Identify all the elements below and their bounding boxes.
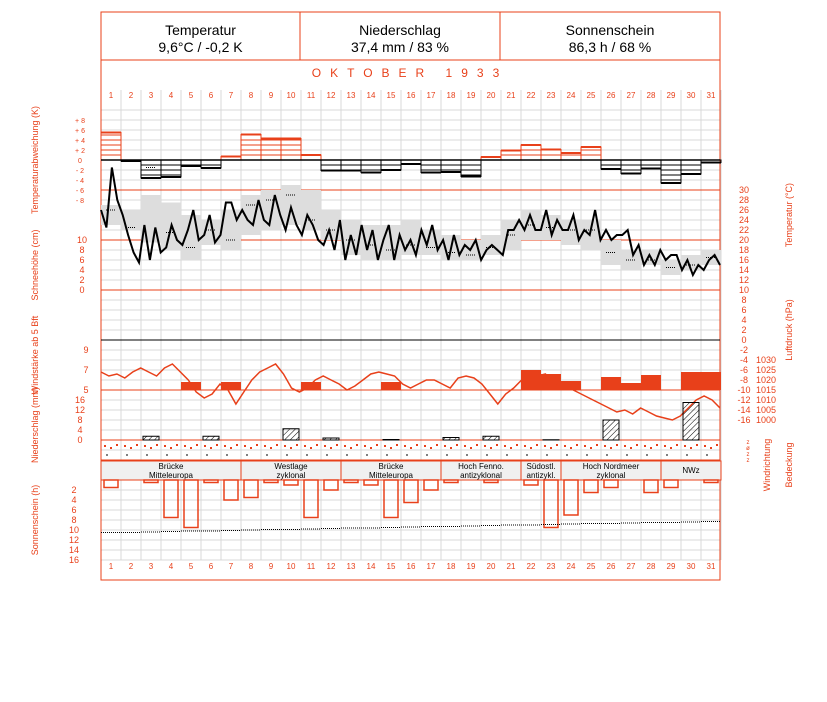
temp-right-tick: -8	[739, 375, 749, 385]
wind-tick: 9	[83, 345, 89, 355]
sunshine-bar	[604, 480, 618, 488]
day-label-top: 6	[208, 91, 214, 100]
day-label-bottom: 21	[506, 562, 516, 571]
day-label-bottom: 7	[228, 562, 234, 571]
temp-right-tick: 20	[738, 235, 750, 245]
precip-bar	[383, 440, 399, 441]
temp-right-tick: 10	[738, 285, 750, 295]
header-sunshine-value: 86,3 h / 68 %	[568, 39, 652, 55]
anomaly-tick: + 4	[75, 138, 85, 145]
anomaly-bar	[361, 160, 381, 173]
day-label-bottom: 24	[566, 562, 576, 571]
temp-right-tick: 0	[741, 335, 747, 345]
temp-right-tick: 8	[741, 295, 747, 305]
wind-legend-mark: z	[746, 440, 750, 446]
temp-right-tick: 26	[738, 205, 750, 215]
snow-tick: 4	[79, 265, 85, 275]
sunshine-bar	[384, 480, 398, 518]
temp-right-tick: 18	[738, 245, 750, 255]
wind-bar	[681, 372, 701, 390]
header-temperature-value: 9,6°C / -0,2 K	[158, 39, 243, 55]
day-label-top: 30	[686, 91, 696, 100]
anomaly-bar	[461, 160, 481, 177]
pressure-tick: 1020	[756, 375, 777, 385]
temp-right-tick: -12	[737, 395, 751, 405]
wind-bar	[701, 372, 721, 390]
day-label-bottom: 16	[406, 562, 416, 571]
precip-bar	[323, 438, 339, 440]
temp-right-tick: -6	[739, 365, 749, 375]
sunshine-axis-label: Sonnenschein (h)	[30, 484, 40, 556]
temp-axis-label: Temperatur (°C)	[784, 182, 794, 248]
day-label-top: 21	[506, 91, 516, 100]
sunshine-tick: 10	[68, 525, 80, 535]
day-label-bottom: 4	[168, 562, 174, 571]
day-label-top: 23	[546, 91, 556, 100]
wind-direction-label: Windrichtung	[762, 438, 772, 492]
day-label-top: 3	[148, 91, 154, 100]
precip-tick: 12	[74, 405, 86, 415]
precip-bar	[203, 436, 219, 440]
sunshine-bar	[704, 480, 718, 483]
anomaly-tick: - 8	[75, 198, 85, 205]
precip-bar	[683, 403, 699, 441]
snow-tick: 10	[76, 235, 88, 245]
day-label-top: 24	[566, 91, 576, 100]
day-label-top: 15	[386, 91, 396, 100]
header-precipitation-title: Niederschlag	[359, 22, 441, 38]
day-label-top: 28	[646, 91, 656, 100]
day-label-bottom: 19	[466, 562, 476, 571]
day-label-bottom: 9	[268, 562, 274, 571]
anomaly-bar	[161, 160, 181, 177]
wind-bar	[621, 383, 641, 390]
temp-right-tick: -2	[739, 345, 749, 355]
anomaly-tick: - 4	[75, 178, 85, 185]
wind-bar	[541, 374, 561, 390]
header-temperature-title: Temperatur	[165, 22, 236, 38]
day-label-bottom: 20	[486, 562, 496, 571]
wind-legend-mark: ø	[746, 446, 750, 452]
sunshine-bar	[404, 480, 418, 503]
day-label-top: 20	[486, 91, 496, 100]
sunshine-tick: 16	[68, 555, 80, 565]
precip-bar	[283, 429, 299, 440]
anomaly-tick: 0	[78, 158, 82, 165]
day-label-bottom: 12	[326, 562, 336, 571]
snow-tick: 0	[79, 285, 85, 295]
anomaly-bar	[281, 139, 301, 161]
sunshine-bar	[364, 480, 378, 485]
weather-type-sub: zyklonal	[276, 471, 306, 480]
day-label-bottom: 5	[188, 562, 194, 571]
temp-right-tick: 16	[738, 255, 750, 265]
day-label-bottom: 25	[586, 562, 596, 571]
anomaly-tick: + 8	[75, 118, 85, 125]
pressure-curve	[101, 364, 720, 420]
anomaly-tick: - 6	[75, 188, 85, 195]
weather-type-sub: antizyklonal	[460, 471, 502, 480]
day-label-bottom: 28	[646, 562, 656, 571]
day-label-top: 12	[326, 91, 336, 100]
precip-bar	[443, 438, 459, 441]
sunshine-tick: 12	[68, 535, 80, 545]
sunshine-bar	[644, 480, 658, 493]
sunshine-bar	[584, 480, 598, 493]
day-label-top: 25	[586, 91, 596, 100]
temp-right-tick: 6	[741, 305, 747, 315]
weather-type-sub: Mitteleuropa	[148, 471, 194, 480]
cloud-cover-label: Bedeckung	[784, 442, 794, 488]
sunshine-bar	[164, 480, 178, 518]
sunshine-bar	[664, 480, 678, 488]
anomaly-tick: + 2	[75, 148, 85, 155]
weather-type-name: Brücke	[378, 462, 404, 471]
temp-range-bar	[361, 225, 381, 260]
anomaly-bar	[621, 160, 641, 174]
sunshine-bar	[344, 480, 358, 483]
anomaly-bar	[421, 160, 441, 173]
anomaly-bar	[261, 139, 281, 161]
pressure-tick: 1000	[756, 415, 777, 425]
anomaly-bar	[581, 147, 601, 160]
day-label-bottom: 30	[686, 562, 696, 571]
temp-right-tick: 2	[741, 325, 747, 335]
snow-tick: 8	[79, 245, 85, 255]
anomaly-tick: + 6	[75, 128, 85, 135]
weather-type-name: Westlage	[274, 462, 308, 471]
day-label-top: 14	[366, 91, 376, 100]
weather-type-sub: antizykl.	[526, 471, 556, 480]
sunshine-bar	[284, 480, 298, 485]
day-label-bottom: 11	[306, 562, 316, 571]
day-label-bottom: 26	[606, 562, 616, 571]
day-label-top: 5	[188, 91, 194, 100]
wind-legend-mark: z	[746, 458, 750, 464]
day-label-bottom: 1	[108, 562, 114, 571]
anomaly-bar	[521, 145, 541, 160]
day-label-top: 1	[108, 91, 114, 100]
precip-bar	[143, 436, 159, 440]
snow-tick: 6	[79, 255, 85, 265]
precip-tick: 4	[77, 425, 83, 435]
precip-bar	[603, 420, 619, 440]
day-label-bottom: 14	[366, 562, 376, 571]
day-label-top: 26	[606, 91, 616, 100]
precip-tick: 16	[74, 395, 86, 405]
snow-axis-label: Schneehöhe (cm)	[30, 229, 40, 301]
sunshine-bar	[484, 480, 498, 483]
day-label-bottom: 29	[666, 562, 676, 571]
precip-axis-label: Niederschlag (mm)	[30, 386, 40, 464]
pressure-tick: 1015	[756, 385, 777, 395]
sunshine-tick: 6	[71, 505, 77, 515]
day-label-top: 16	[406, 91, 416, 100]
sunshine-bar	[444, 480, 458, 483]
sunshine-tick: 4	[71, 495, 77, 505]
day-label-top: 27	[626, 91, 636, 100]
day-label-bottom: 27	[626, 562, 636, 571]
day-label-top: 2	[128, 91, 134, 100]
day-label-top: 9	[268, 91, 274, 100]
day-label-top: 7	[228, 91, 234, 100]
day-label-bottom: 17	[426, 562, 436, 571]
day-label-bottom: 10	[286, 562, 296, 571]
day-label-bottom: 2	[128, 562, 134, 571]
day-label-bottom: 31	[706, 562, 716, 571]
day-label-top: 17	[426, 91, 436, 100]
weather-type-sub: Mitteleuropa	[368, 471, 414, 480]
pressure-tick: 1030	[756, 355, 777, 365]
sunshine-bar	[324, 480, 338, 490]
sunshine-bar	[264, 480, 278, 483]
wind-bar	[601, 377, 621, 390]
temp-right-tick: -14	[737, 405, 751, 415]
header-precipitation-value: 37,4 mm / 83 %	[350, 39, 450, 55]
day-label-top: 31	[706, 91, 716, 100]
wind-legend-mark: z	[746, 452, 750, 458]
sunshine-bar	[424, 480, 438, 490]
wind-axis-label: Windstärke ab 5 Bft	[30, 315, 40, 395]
day-label-bottom: 23	[546, 562, 556, 571]
anomaly-axis-label: Temperaturabweichung (K)	[30, 105, 40, 215]
weather-type-name: Brücke	[158, 462, 184, 471]
day-label-top: 19	[466, 91, 476, 100]
temp-right-tick: 22	[738, 225, 750, 235]
day-label-bottom: 6	[208, 562, 214, 571]
temp-right-tick: 12	[738, 275, 750, 285]
sunshine-bar	[144, 480, 158, 483]
anomaly-tick: - 2	[75, 168, 85, 175]
temp-right-tick: 14	[738, 265, 750, 275]
weather-type-sub: zyklonal	[596, 471, 626, 480]
wind-bar	[221, 382, 241, 390]
precip-bar	[483, 436, 499, 440]
day-label-top: 29	[666, 91, 676, 100]
sunshine-bar	[204, 480, 218, 483]
anomaly-bar	[201, 160, 221, 168]
month-title: OKTOBER 1933	[311, 66, 509, 80]
day-label-bottom: 22	[526, 562, 536, 571]
day-label-top: 18	[446, 91, 456, 100]
sunshine-tick: 8	[71, 515, 77, 525]
anomaly-bar	[641, 160, 661, 169]
day-label-bottom: 3	[148, 562, 154, 571]
day-label-top: 22	[526, 91, 536, 100]
pressure-tick: 1025	[756, 365, 777, 375]
temp-right-tick: 4	[741, 315, 747, 325]
day-label-bottom: 18	[446, 562, 456, 571]
day-label-bottom: 8	[248, 562, 254, 571]
temp-right-tick: 28	[738, 195, 750, 205]
day-label-top: 8	[248, 91, 254, 100]
pressure-tick: 1010	[756, 395, 777, 405]
wind-bar	[641, 375, 661, 390]
weather-type-name: Hoch Nordmeer	[582, 462, 640, 471]
anomaly-bar	[101, 133, 121, 161]
wind-tick: 7	[83, 365, 89, 375]
sunshine-bar	[524, 480, 538, 485]
sunshine-bar	[244, 480, 258, 498]
wind-bar	[381, 382, 401, 390]
temp-right-tick: -10	[737, 385, 751, 395]
sunshine-tick: 2	[71, 485, 77, 495]
sunshine-bar	[304, 480, 318, 518]
anomaly-bar	[241, 135, 261, 161]
wind-bar	[301, 382, 321, 390]
weather-type-name: Hoch Fenno.	[458, 462, 504, 471]
sunshine-bar	[104, 480, 118, 488]
temp-right-tick: 24	[738, 215, 750, 225]
temp-right-tick: -16	[737, 415, 751, 425]
precip-tick: 8	[77, 415, 83, 425]
sunshine-tick: 14	[68, 545, 80, 555]
day-label-top: 10	[286, 91, 296, 100]
temp-right-tick: -4	[739, 355, 749, 365]
day-label-top: 4	[168, 91, 174, 100]
header-sunshine-title: Sonnenschein	[565, 22, 655, 38]
wind-tick: 5	[83, 385, 89, 395]
pressure-axis-label: Luftdruck (hPa)	[784, 299, 794, 361]
snow-tick: 2	[79, 275, 85, 285]
anomaly-bar	[681, 160, 701, 174]
precip-tick: 0	[77, 435, 83, 445]
temp-right-tick: 30	[738, 185, 750, 195]
weather-type-name: NWz	[682, 466, 700, 475]
day-label-bottom: 15	[386, 562, 396, 571]
day-label-top: 13	[346, 91, 356, 100]
day-label-top: 11	[306, 91, 316, 100]
pressure-tick: 1005	[756, 405, 777, 415]
weather-type-name: Südostl.	[526, 462, 556, 471]
day-label-bottom: 13	[346, 562, 356, 571]
anomaly-bar	[561, 153, 581, 160]
